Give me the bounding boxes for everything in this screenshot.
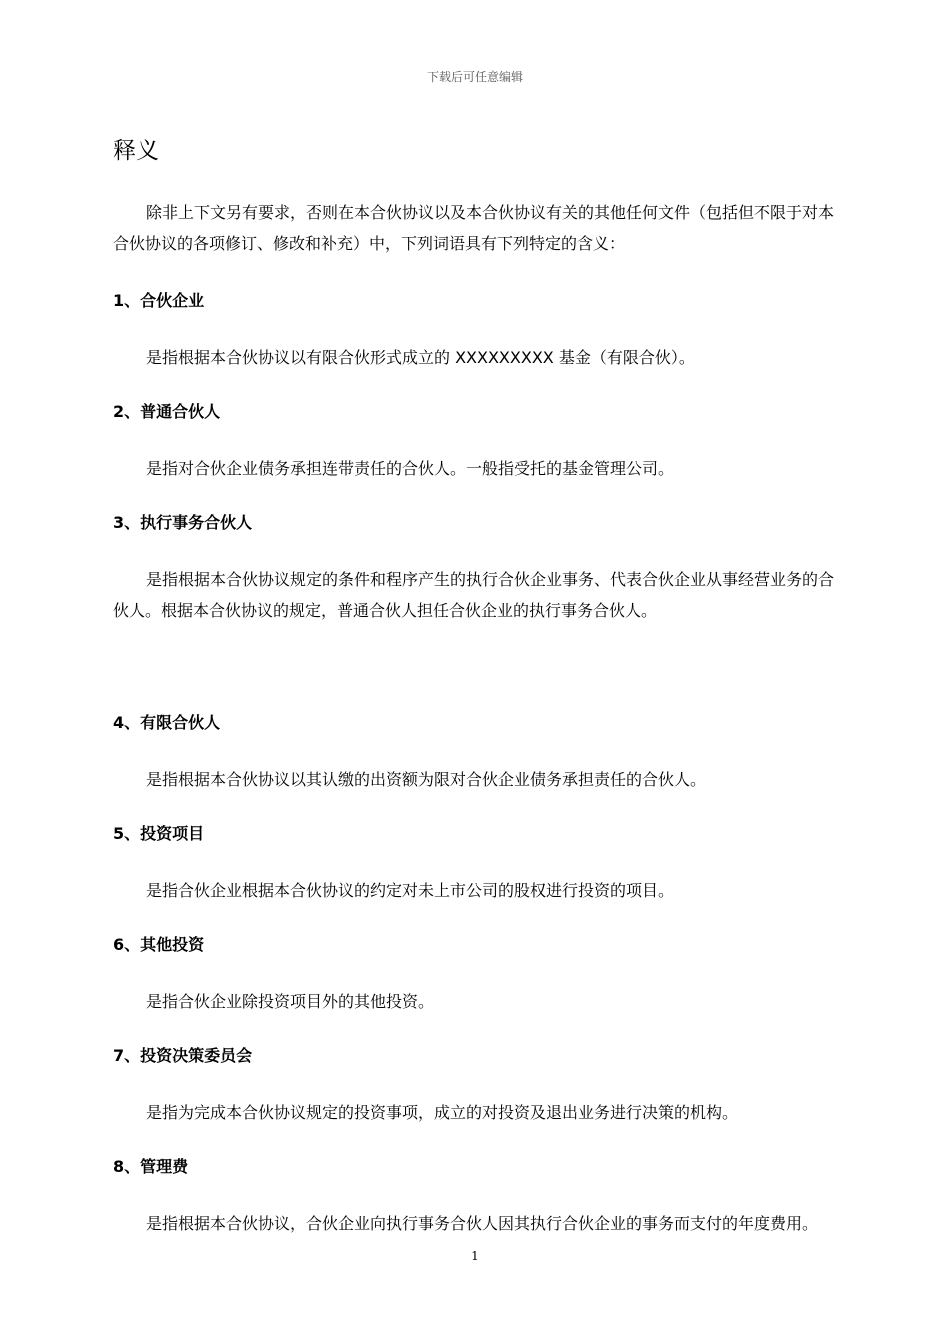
definition-heading-3: 3、执行事务合伙人	[113, 513, 253, 532]
definition-heading-4: 4、有限合伙人	[113, 713, 221, 732]
definition-heading-2: 2、普通合伙人	[113, 402, 221, 421]
definition-heading-8: 8、管理费	[113, 1157, 189, 1176]
definition-text-7: 是指为完成本合伙协议规定的投资事项，成立的对投资及退出业务进行决策的机构。	[146, 1103, 739, 1122]
definition-text-3: 是指根据本合伙协议规定的条件和程序产生的执行合伙企业事务、代表合伙企业从事经营业务的合伙人。根据本合伙协议的规定，普通合伙人担任合伙企业的执行事务合伙人。	[113, 570, 835, 620]
intro-text: 除非上下文另有要求，否则在本合伙协议以及本合伙协议有关的其他任何文件（包括但不限于对本合伙协议的各项修订、修改和补充）中，下列词语具有下列特定的含义：	[113, 203, 835, 253]
definition-heading-1: 1、合伙企业	[113, 291, 205, 310]
page-header: 下载后可任意编辑	[426, 70, 523, 84]
definition-heading-6: 6、其他投资	[113, 935, 205, 954]
definition-text-1: 是指根据本合伙协议以有限合伙形式成立的 XXXXXXXXX 基金（有限合伙）。	[146, 348, 695, 367]
definition-text-8: 是指根据本合伙协议，合伙企业向执行事务合伙人因其执行合伙企业的事务而支付的年度费用。	[146, 1214, 819, 1233]
intro-paragraph	[113, 197, 843, 259]
definition-text-6: 是指合伙企业除投资项目外的其他投资。	[146, 992, 435, 1011]
definition-heading-7: 7、投资决策委员会	[113, 1046, 253, 1065]
definition-heading-5: 5、投资项目	[113, 824, 205, 843]
definition-text-5: 是指合伙企业根据本合伙协议的约定对未上市公司的股权进行投资的项目。	[146, 881, 675, 900]
page-number: 1	[471, 1249, 479, 1263]
definition-text-2: 是指对合伙企业债务承担连带责任的合伙人。一般指受托的基金管理公司。	[146, 459, 675, 478]
page-title: 释义	[113, 138, 159, 164]
definition-text-4: 是指根据本合伙协议以其认缴的出资额为限对合伙企业债务承担责任的合伙人。	[146, 770, 707, 789]
